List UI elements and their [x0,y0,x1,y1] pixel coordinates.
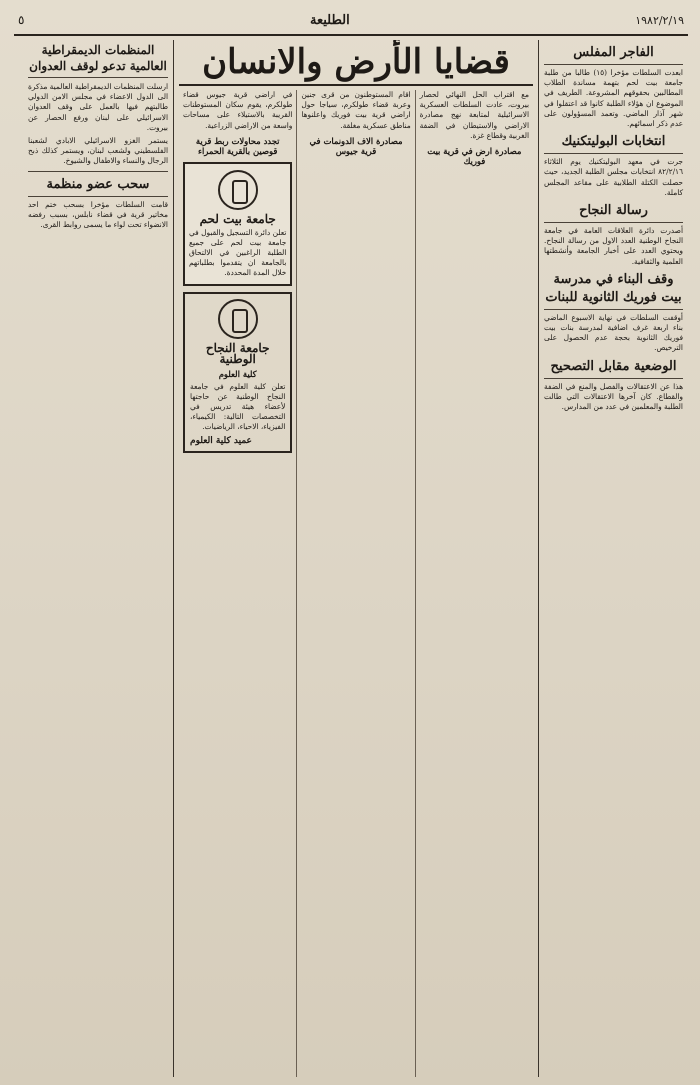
university-emblem-icon [218,170,258,210]
masthead [14,6,688,36]
section-title-polytechnic: انتخابات البوليتكنيك [544,133,683,154]
middle-sub-3 [179,90,296,1077]
right-column [538,40,688,1077]
najah-ad-subtitle: كلية العلوم [218,368,257,379]
section-title-correction: الوضعية مقابل التصحيح [544,358,683,379]
ad-text: تعلن دائرة التسجيل والقبول في جامعة بيت لحم على جميع الطلبة الراغبين في الالتحاق بالجامعة ان يتقدموا بطلباتهم خلال المدة المحددة. [189,228,287,278]
left-text-2: يستمر الغزو الاسرائيلي الابادي لشعبنا الفلسطيني ولشعب لبنان، ويستمر كذلك ذبح الرجال والنساء والاطفال والشيوخ. [28,136,168,166]
article-text-1: مع اقتراب الحل النهائي لحصار بيروت، عادت السلطات العسكرية الاسرائيلية لمتابعة نهج مصادرة الاراضي والاستيطان في الضفة الغربية وقطاع غزة. [419,90,529,140]
section-title-beit-furik: وقف البناء في مدرسة بيت فوريك الثانوية للبنات [544,271,683,310]
middle-column [173,40,538,1077]
section-text-fajer: ابعدت السلطات مؤخرا (١٥) طالبا من طلبة جامعة بيت لحم بتهمة مساندة الطلاب المطالبين بحقوقهم المشروعة. الطريف في الموضوع ان هؤلاء الطلبة كانوا قد اعتقلوا في شهر آذار الماضي. وتعمد المسؤولون على عدم ذكر اسمائهم. [544,68,683,129]
section-title-fajer: الفاجر المفلس [544,44,683,65]
article-heading-2: مصادرة الاف الدونمات في قرية جيوس [309,135,403,157]
article-heading-3: تجدد محاولات ربط قرية قوصين بالقرية الحمراء [195,135,280,157]
najah-university-ad [183,292,292,453]
najah-emblem-icon [218,299,258,339]
middle-subcolumns [179,90,533,1077]
ad-title: جامعة بيت لحم [199,212,276,227]
main-headline: قضايا الأرض والانسان [179,40,533,86]
left-text-3: قامت السلطات مؤخرا بسحب ختم احد مخاتير قرية في قضاء نابلس، بسبب رفضه الانضواء تحت لواء ما يسمى روابط القرى. [28,199,168,230]
paper-name: الطليعة [309,12,350,28]
bethlehem-university-ad [183,162,292,286]
left-text-1: ارسلت المنظمات الديمقراطية العالمية مذكرة الى الدول الاعضاء في مجلس الامن الدولي طالبتهم فيها بالعمل على وقف العدوان الاسرائيلي على لبنان ورفع الحصار عن بيروت. [28,82,168,132]
section-text-najah: أصدرت دائرة العلاقات العامة في جامعة النجاح الوطنية العدد الاول من رسالة النجاح. ويحتوي العدد على أخبار الجامعة وأنشطتها العلمية والثقافية. [544,226,683,266]
columns [14,40,688,1077]
section-title-najah: رسالة النجاح [544,202,683,223]
article-heading-1: مصادرة ارض في قرية بيت فوريك [427,146,522,167]
section-text-polytechnic: جرت في معهد البوليتكنيك يوم الثلاثاء ٨٢/٢/١٦ انتخابات مجلس الطلبة الجديد، حيث حصلت الكتلة الطلابية على مقاعد المجلس كاملة. [544,157,683,197]
najah-ad-signature: عميد كلية العلوم [190,436,252,447]
section-text-correction: هذا عن الاعتقالات والفصل والمنع في الضفة والقطاع. كان آخرها الاعتقالات التي طالت الطلبة والمعلمين في عدد من المدارس. [544,381,683,412]
article-text-3: في اراضي قرية جيوس قضاء طولكرم، يقوم سكان المستوطنات القريبة بالاستيلاء على مساحات واسعة من الاراضي الزراعية. [183,90,293,130]
middle-sub-2 [296,90,414,1077]
section-text-beit-furik: أوقفت السلطات في نهاية الاسبوع الماضي بناء اربعة غرف اضافية لمدرسة بنات بيت فوريك الثانوية بحجة عدم الحصول على الترخيص. [544,312,683,353]
divider [28,171,168,172]
najah-ad-title: جامعة النجاح الوطنية [205,341,270,366]
left-headline: المنظمات الديمقراطية العالمية تدعو لوقف العدوان [28,42,168,78]
left-column [23,40,173,1077]
left-section-title: سحب عضو منظمة [28,176,168,197]
article-text-2: اقام المستوطنون من قرى جنين وعربة قضاء طولكرم، سياجا حول اراضي قرية بيت فوريك واعلنوها مناطق عسكرية مغلقة. [301,90,411,130]
najah-ad-text: تعلن كلية العلوم في جامعة النجاح الوطنية عن حاجتها لأعضاء هيئة تدريس في التخصصات التالية: الكيمياء، الفيزياء، الاحياء، الرياضيات. [190,382,286,432]
issue-date: ١٩٨٢/٢/١٩ [635,13,684,27]
middle-sub-1 [415,90,533,1077]
page-number: ٥ [18,13,25,27]
